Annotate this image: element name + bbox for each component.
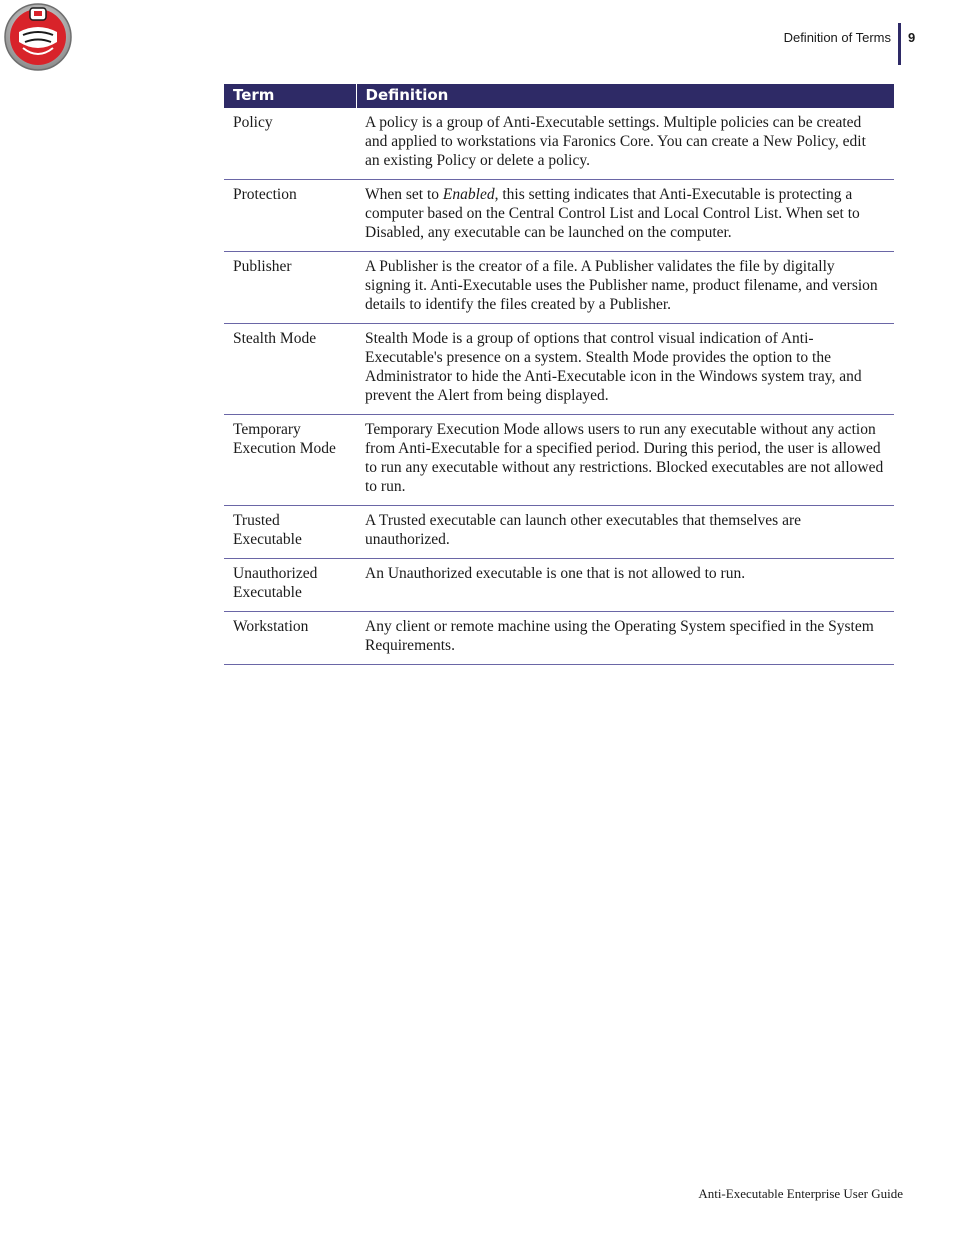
table-header-row	[224, 84, 894, 108]
running-header-title: Definition of Terms	[783, 30, 891, 45]
term-cell: Trusted Executable	[224, 506, 356, 559]
term-cell: Temporary Execution Mode	[224, 415, 356, 506]
table-row	[224, 506, 894, 559]
column-header-term: Term	[224, 84, 356, 108]
table-row	[224, 559, 894, 612]
definition-cell: A policy is a group of Anti-Executable settings. Multiple policies can be created and applied to workstations via Faronics Core. You can create a New Policy, edit an existing Policy or delete a policy.	[356, 108, 894, 180]
definition-cell: An Unauthorized executable is one that is not allowed to run.	[356, 559, 894, 612]
table-row	[224, 612, 894, 665]
definition-cell: A Publisher is the creator of a file. A Publisher validates the file by digitally signing it. Anti-Executable uses the Publisher name, product filename, and version details to identify the files created by a Publisher.	[356, 252, 894, 324]
definition-cell: Stealth Mode is a group of options that control visual indication of Anti-Executable's presence on a system. Stealth Mode provides the option to the Administrator to hide the Anti-Executable icon in the Windows system tray, and prevent the Alert from being displayed.	[356, 324, 894, 415]
column-header-definition: Definition	[356, 84, 894, 108]
definition-cell: A Trusted executable can launch other executables that themselves are unauthorized.	[356, 506, 894, 559]
term-cell: Policy	[224, 108, 356, 180]
definition-of-terms-table	[224, 84, 894, 665]
running-footer: Anti-Executable Enterprise User Guide	[698, 1186, 903, 1201]
term-cell: Publisher	[224, 252, 356, 324]
term-cell: Workstation	[224, 612, 356, 665]
definition-text: When set to	[365, 186, 443, 203]
table-row	[224, 180, 894, 252]
term-cell: Stealth Mode	[224, 324, 356, 415]
page-number: 9	[908, 30, 916, 45]
term-cell: Protection	[224, 180, 356, 252]
definition-cell	[356, 180, 894, 252]
table-row	[224, 108, 894, 180]
definition-emphasis: Enabled	[442, 186, 495, 203]
faronics-anti-executable-logo-icon	[3, 2, 73, 72]
table-row	[224, 252, 894, 324]
table-row	[224, 324, 894, 415]
table-row	[224, 415, 894, 506]
definition-text: , this setting indicates that Anti-Executable is protecting a computer based on the Central Control List and Local Control List. When set to Disabled, any executable can be launched on the computer.	[365, 186, 860, 241]
term-cell: Unauthorized Executable	[224, 559, 356, 612]
definition-cell: Temporary Execution Mode allows users to run any executable without any action from Anti-Executable for a specified period. During this period, the user is allowed to run any executable without any restrictions. Blocked executables are not allowed to run.	[356, 415, 894, 506]
header-divider	[898, 23, 901, 65]
definition-cell: Any client or remote machine using the Operating System specified in the System Requirements.	[356, 612, 894, 665]
faronics-logo	[3, 2, 73, 72]
